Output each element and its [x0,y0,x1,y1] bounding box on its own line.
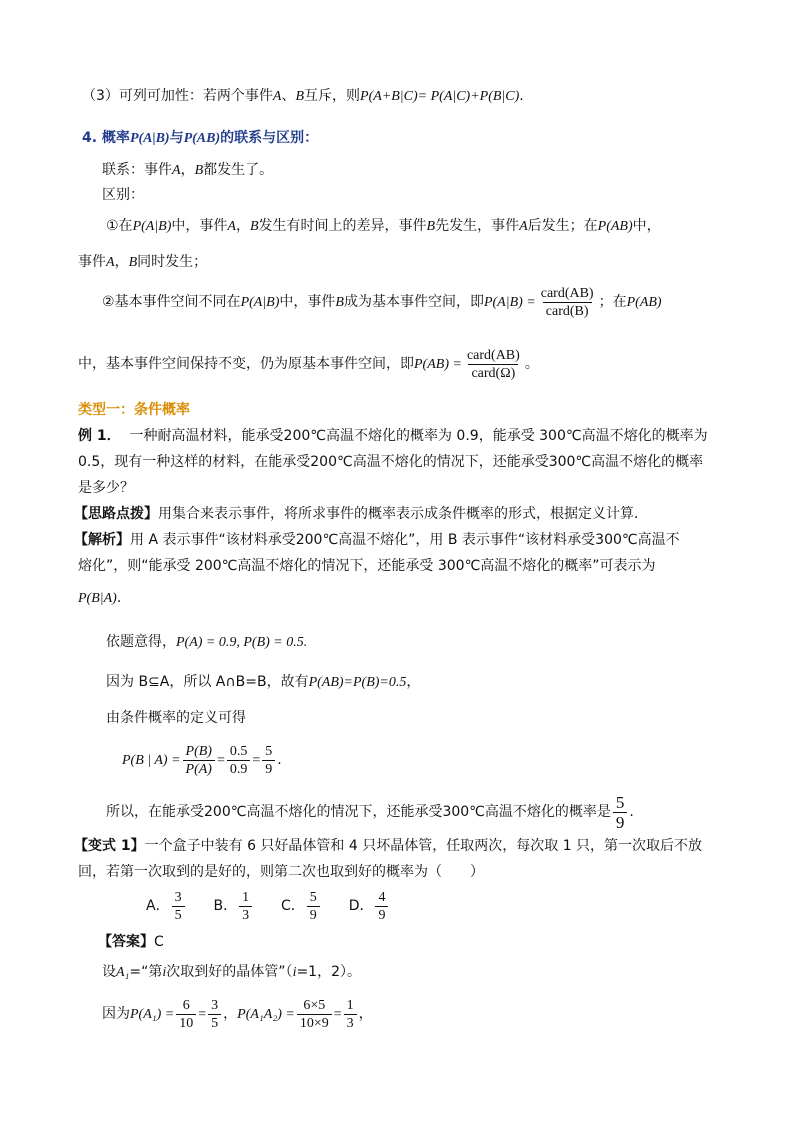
fraction-5-9: $\frac{5}{9}$ [262,743,275,778]
event-b: B [295,89,305,104]
fraction-answer: $\frac{5}{9}$ [613,793,628,832]
fraction-30-90: $\frac{6\times 5}{10\times 9}$ [297,997,332,1032]
option-d: D． $\frac{4}{9}$ [349,898,391,914]
options-row [146,886,390,926]
section-heading-4: 4. 概率P(A|B)与P(AB)的联系与区别： [82,130,319,146]
option-c: C． $\frac{5}{9}$ [281,898,322,914]
conclusion-line: 所以，在能承受200℃高温不熔化的情况下，还能承受300℃高温不熔化的概率是 $\frac{5}{9}$ . [106,792,634,832]
line-diff-1: ①在P(A|B)中，事件A，B发生有时间上的差异，事件B先发生，事件A后发生；在P(AB)中， [106,218,661,234]
analysis-line-1: 【解析】用 A 表示事件“该材料承受200℃高温不熔化”，用 B 表示事件“该材料承受300℃高温不 [74,532,680,548]
analysis-line-3: P(B|A). [78,590,122,606]
hint-line: 【思路点拨】用集合来表示事件，将所求事件的概率表示成条件概率的形式，根据定义计算． [74,506,648,522]
option-c-fraction: $\frac{5}{9}$ [307,889,320,924]
given-line: 依题意得，P(A) = 0.9, P(B) = 0.5. [106,634,308,650]
example-1-line-2: 0.5，现有一种这样的材料，在能承受200℃高温不熔化的情况下，还能承受300℃高温不熔化的概率 [78,454,704,470]
variant-1-line-1: 【变式 1】一个盒子中装有 6 只好晶体管和 4 只坏晶体管，任取两次，每次取 1 只，第一次取后不放 [74,838,703,854]
fraction-3-5: $\frac{3}{5}$ [208,997,221,1032]
example-label: 例 1． [78,428,121,444]
fraction-05-09: $\frac{0.5}{0.9}$ [227,743,251,778]
analysis-line-2: 熔化”，则“能承受 200℃高温不熔化的情况下，还能承受 300℃高温不熔化的概率”可表示为 [78,558,656,574]
fraction-card: $\frac{\text{card(AB)}}{\text{card(B)}}$ [540,285,594,319]
option-a-fraction: $\frac{3}{5}$ [172,889,185,924]
define-event-line: 设A₁=“第i次取到好的晶体管”（i=1，2）。 [102,964,361,980]
probability-calc-line: 因为P(A₁) = $\frac{6}{10}$ = $\frac{3}{5}$ ，P(A₁A₂) = $\frac{6\times 5}{10\times 9}$ = $\frac{1}{3}$ ， [102,997,373,1031]
variant-label: 【变式 1】 [74,838,145,854]
fraction-pb-pa: $\frac{P(B)}{P(A)}$ [183,743,215,778]
option-b-fraction: $\frac{1}{3}$ [239,889,252,924]
fraction-card-omega: $\frac{\text{card(AB)}}{\text{card(Ω)}}$ [466,347,520,381]
fraction-6-10: $\frac{6}{10}$ [176,997,196,1032]
answer-line [98,932,164,952]
option-b: B． $\frac{1}{3}$ [213,898,254,914]
line-connection: 联系：事件A，B都发生了。 [102,162,274,178]
variant-1-line-2: 回，若第一次取到的是好的，则第二次也取到好的概率为（ ） [78,864,484,880]
answer-label: 【答案】 [98,934,154,950]
example-1-line-3: 是多少？ [78,480,134,496]
analysis-label: 【解析】 [74,532,130,548]
line-diff-2: ②基本事件空间不同在P(A|B)中，事件B成为基本事件空间，即P(A|B) = $\frac{\text{card(AB)}}{\text{card(B)}}$ ；在P(AB) [102,285,662,319]
definition-line: 由条件概率的定义可得 [106,710,246,726]
answer-value: C [154,934,164,950]
line-difference: 区别： [102,187,144,203]
line-diff-1-cont: 事件A，B同时发生； [78,254,208,270]
additivity-formula: P(A+B|C)= P(A|C)+P(B|C) [360,89,520,104]
type-one-heading: 类型一：条件概率 [78,402,190,418]
line-additivity: （3）可列可加性：若两个事件A、B互斥，则P(A+B|C)= P(A|C)+P(B|C). [82,88,524,104]
hint-label: 【思路点拨】 [74,506,158,522]
conditional-formula: P(B | A) = $\frac{P(B)}{P(A)}$ = $\frac{0.5}{0.9}$ = $\frac{5}{9}$ . [122,743,282,777]
fraction-1-3: $\frac{1}{3}$ [344,997,357,1032]
option-a: A． $\frac{3}{5}$ [146,898,187,914]
line-diff-2-cont: 中，基本事件空间保持不变，仍为原基本事件空间，即P(AB) = $\frac{\text{card(AB)}}{\text{card(Ω)}}$ 。 [78,347,539,381]
event-a: A [272,89,282,104]
option-d-fraction: $\frac{4}{9}$ [375,889,388,924]
subset-line: 因为 B⊆A，所以 A∩B=B，故有P(AB)=P(B)=0.5， [106,674,421,690]
example-1-line-1: 例 1． 一种耐高温材料，能承受200℃高温不熔化的概率为 0.9，能承受 300℃高温不熔化的概率为 [78,428,708,444]
